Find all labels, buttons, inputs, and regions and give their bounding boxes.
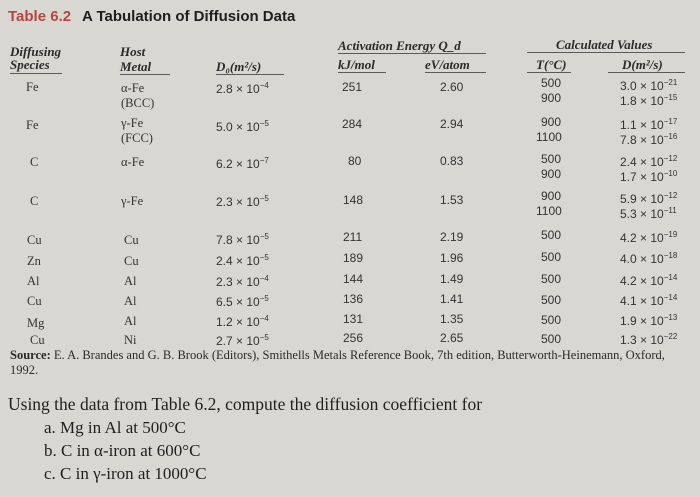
header-d0-underline	[216, 74, 284, 75]
row10-d0: $2.7 \times 10^{-5}$	[216, 333, 269, 348]
row2-d0: $5.0 \times 10^{-5}$	[216, 119, 269, 134]
row2-species: Fe	[26, 118, 39, 132]
header-d-underline	[608, 72, 685, 73]
row4-host: γ-Fe	[121, 194, 144, 208]
header-d0: D₀(m²/s)	[216, 59, 262, 74]
row2-d1: $1.1 \times 10^{-17}$	[620, 117, 678, 132]
row5-temp: 500	[541, 228, 562, 242]
row2-d2: $7.8 \times 10^{-16}$	[620, 132, 678, 147]
header-host-2: Metal	[120, 59, 152, 74]
row4-kj: 148	[343, 193, 364, 207]
row5-ev: 2.19	[440, 230, 464, 244]
row3-ev: 0.83	[440, 154, 464, 168]
row4-d0: $2.3 \times 10^{-5}$	[216, 194, 269, 209]
row6-temp: 500	[541, 250, 562, 264]
row10-d: $1.3 \times 10^{-22}$	[620, 332, 678, 347]
row10-species: Cu	[30, 333, 45, 347]
row1-d0: $2.8 \times 10^{-4}$	[216, 81, 269, 96]
header-kj-underline	[338, 72, 386, 73]
row6-species: Zn	[27, 254, 41, 268]
header-host-underline	[120, 74, 170, 75]
header-temp-underline	[527, 72, 571, 73]
question-item-c: c. C in γ-iron at 1000°C	[44, 464, 207, 483]
row9-temp: 500	[541, 313, 562, 327]
header-calculated: Calculated Values	[556, 37, 653, 52]
row1-kj: 251	[342, 80, 363, 94]
row1-ev: 2.60	[440, 80, 464, 94]
header-kj: kJ/mol	[338, 57, 375, 72]
row7-d: $4.2 \times 10^{-14}$	[620, 273, 678, 288]
row5-host: Cu	[124, 233, 139, 247]
row8-species: Cu	[27, 294, 42, 308]
row2-ev: 2.94	[440, 117, 464, 131]
row8-ev: 1.41	[440, 292, 464, 306]
row1-host: α-Fe	[121, 81, 145, 95]
header-species-underline	[10, 73, 62, 74]
row3-host: α-Fe	[121, 155, 145, 169]
header-species-2: Species	[10, 57, 50, 72]
row7-temp: 500	[541, 272, 562, 286]
row3-d1: $2.4 \times 10^{-12}$	[620, 154, 678, 169]
row1-t2: 900	[541, 91, 562, 105]
row3-kj: 80	[348, 154, 362, 168]
row3-t2: 900	[541, 167, 562, 181]
header-ev: eV/atom	[425, 57, 470, 72]
row7-species: Al	[27, 274, 40, 288]
header-ev-underline	[425, 72, 486, 73]
row9-d: $1.9 \times 10^{-13}$	[620, 313, 678, 328]
row9-host: Al	[124, 314, 137, 328]
row4-t1: 900	[541, 189, 562, 203]
row6-d0: $2.4 \times 10^{-5}$	[216, 253, 269, 268]
row9-kj: 131	[343, 312, 364, 326]
row7-kj: 144	[343, 272, 364, 286]
header-temp: T(°C)	[536, 57, 567, 72]
row1-d2: $1.8 \times 10^{-15}$	[620, 93, 678, 108]
row10-temp: 500	[541, 332, 562, 346]
row9-ev: 1.35	[440, 312, 464, 326]
row6-kj: 189	[343, 251, 364, 265]
row6-host: Cu	[124, 254, 139, 268]
row8-temp: 500	[541, 293, 562, 307]
row7-d0: $2.3 \times 10^{-4}$	[216, 274, 269, 289]
header-activation-energy: Activation Energy Q_d	[338, 38, 461, 53]
row4-d2: $5.3 \times 10^{-11}$	[620, 206, 677, 221]
row9-d0: $1.2 \times 10^{-4}$	[216, 314, 269, 329]
row5-kj: 211	[343, 230, 363, 244]
row6-ev: 1.96	[440, 251, 464, 265]
question-item-b: b. C in α-iron at 600°C	[44, 441, 201, 460]
row5-d: $4.2 \times 10^{-19}$	[620, 230, 678, 245]
row1-species: Fe	[26, 80, 39, 94]
header-calculated-underline	[527, 52, 685, 53]
row6-d: $4.0 \times 10^{-18}$	[620, 251, 678, 266]
row2-kj: 284	[342, 117, 363, 131]
row8-d: $4.1 \times 10^{-14}$	[620, 293, 678, 308]
row4-ev: 1.53	[440, 193, 464, 207]
row7-ev: 1.49	[440, 272, 464, 286]
table-source	[10, 348, 690, 378]
row4-d1: $5.9 \times 10^{-12}$	[620, 191, 678, 206]
row10-kj: 256	[343, 331, 364, 345]
row7-host: Al	[124, 274, 137, 288]
row3-d0: $6.2 \times 10^{-7}$	[216, 156, 269, 171]
row2-t1: 900	[541, 115, 562, 129]
row2-host-structure: (FCC)	[121, 131, 153, 145]
row8-d0: $6.5 \times 10^{-5}$	[216, 294, 269, 309]
row5-species: Cu	[27, 233, 42, 247]
row10-ev: 2.65	[440, 331, 464, 345]
row8-host: Al	[124, 294, 137, 308]
table-title: A Tabulation of Diffusion Data	[82, 8, 296, 25]
row1-t1: 500	[541, 76, 562, 90]
table-title-bar	[0, 0, 700, 30]
row3-d2: $1.7 \times 10^{-10}$	[620, 169, 678, 184]
row4-species: C	[30, 194, 39, 208]
header-species-1: Diffusing	[10, 44, 62, 59]
row2-host: γ-Fe	[121, 116, 144, 130]
row1-d1: $3.0 \times 10^{-21}$	[620, 78, 678, 93]
question-prompt: Using the data from Table 6.2, compute the diffusion coefficient for	[8, 394, 483, 414]
row3-t1: 500	[541, 152, 562, 166]
header-d: D(m²/s)	[622, 57, 663, 72]
source-text: E. A. Brandes and G. B. Brook (Editors), Smithells Metals Reference Book, 7th edition, Butterworth-Heinemann, Oxford, 1992.	[10, 348, 665, 377]
row9-species: Mg	[27, 316, 45, 330]
row5-d0: $7.8 \times 10^{-5}$	[216, 232, 269, 247]
row8-kj: 136	[343, 292, 364, 306]
source-label: Source:	[10, 348, 51, 362]
row4-t2: 1100	[536, 204, 562, 218]
table-number: Table 6.2	[8, 8, 72, 25]
row2-t2: 1100	[536, 130, 562, 144]
row3-species: C	[30, 155, 39, 169]
row1-host-structure: (BCC)	[121, 96, 155, 110]
header-activation-underline	[338, 53, 486, 54]
header-host-1: Host	[120, 44, 146, 59]
question-item-a: a. Mg in Al at 500°C	[44, 418, 186, 437]
row10-host: Ni	[124, 333, 137, 347]
